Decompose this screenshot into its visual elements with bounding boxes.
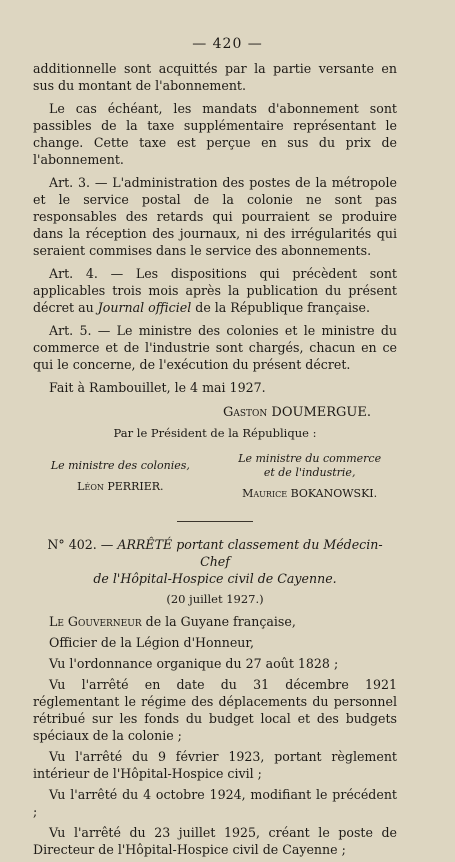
decree-title-line2: de l'Hôpital-Hospice civil de Cayenne.: [93, 571, 337, 586]
minister-commerce-role-line2: et de l'industrie,: [263, 466, 356, 479]
page-content: [33, 60, 397, 862]
decree-number: N° 402. —: [47, 537, 118, 552]
paragraph: additionnelle sont acquittés par la partie versante en sus du montant de l'abonnement.: [33, 61, 397, 93]
page-number: — 420 —: [192, 36, 263, 52]
governor-title: Le Gouverneur: [49, 614, 142, 629]
decree-heading: [33, 536, 397, 587]
journal-officiel-title: Journal officiel: [97, 300, 192, 315]
minister-colonies: [33, 452, 208, 501]
article-4-text-end: de la République française.: [191, 300, 370, 315]
section-divider: [177, 521, 253, 522]
article-4: [33, 265, 397, 316]
article-4-text: Art. 4. — Les dispositions qui précèdent sont applicables trois mois après la publication du présent décret au: [33, 266, 397, 315]
paragraph: Vu l'arrêté du 9 février 1923, portant règlement intérieur de l'Hôpital-Hospice civil ;: [33, 749, 397, 781]
article-3: Art. 3. — L'administration des postes de la métropole et le service postal de la colonie ne sont pas responsables des retards qui pourraient se produire dans la réception des journaux, ni des irrégularités qui seraient commises dans le service des abonnements.: [33, 175, 397, 258]
minister-commerce-role-line1: Le ministre du commerce: [238, 452, 382, 465]
minister-colonies-name: Léon PERRIER.: [77, 480, 164, 493]
minister-commerce-name: Maurice BOKANOWSKI.: [242, 487, 378, 500]
paragraph: Vu l'ordonnance organique du 27 août 1828 ;: [49, 656, 339, 671]
paragraph: Vu l'arrêté du 23 juillet 1925, créant le poste de Directeur de l'Hôpital-Hospice civil de Cayenne ;: [33, 825, 397, 857]
paragraph: Vu l'arrêté du 4 octobre 1924, modifiant le précédent ;: [33, 787, 397, 819]
minister-commerce: [222, 452, 397, 501]
decree-date: (20 juillet 1927.): [166, 592, 264, 606]
paragraph: Le cas échéant, les mandats d'abonnement sont passibles de la taxe supplémentaire représentant le change. Cette taxe est perçue en sus du prix de l'abonnement.: [33, 101, 397, 167]
president-signature: Gaston DOUMERGUE.: [222, 405, 371, 420]
signature-caption: Par le Président de la République :: [113, 426, 317, 440]
governor-line: [33, 613, 397, 630]
minister-colonies-role: Le ministre des colonies,: [50, 459, 190, 472]
governor-line-text: de la Guyane française,: [141, 614, 296, 629]
article-5: Art. 5. — Le ministre des colonies et le ministre du commerce et de l'industrie sont chargés, chacun en ce qui le concerne, de l'exécution du présent décret.: [33, 323, 397, 372]
place-and-date: Fait à Rambouillet, le 4 mai 1927.: [49, 380, 266, 395]
paragraph: Vu l'arrêté en date du 31 décembre 1921 réglementant le régime des déplacements du personnel rétribué sur les fonds du budget local et des budgets spéciaux de la colonie ;: [33, 677, 397, 743]
signature-block: [33, 404, 397, 501]
minister-signatures: [33, 452, 397, 501]
decree-title-line1: ARRÊTÉ portant classement du Médecin-Chef: [117, 537, 383, 569]
paragraph: Officier de la Légion d'Honneur,: [49, 635, 255, 650]
